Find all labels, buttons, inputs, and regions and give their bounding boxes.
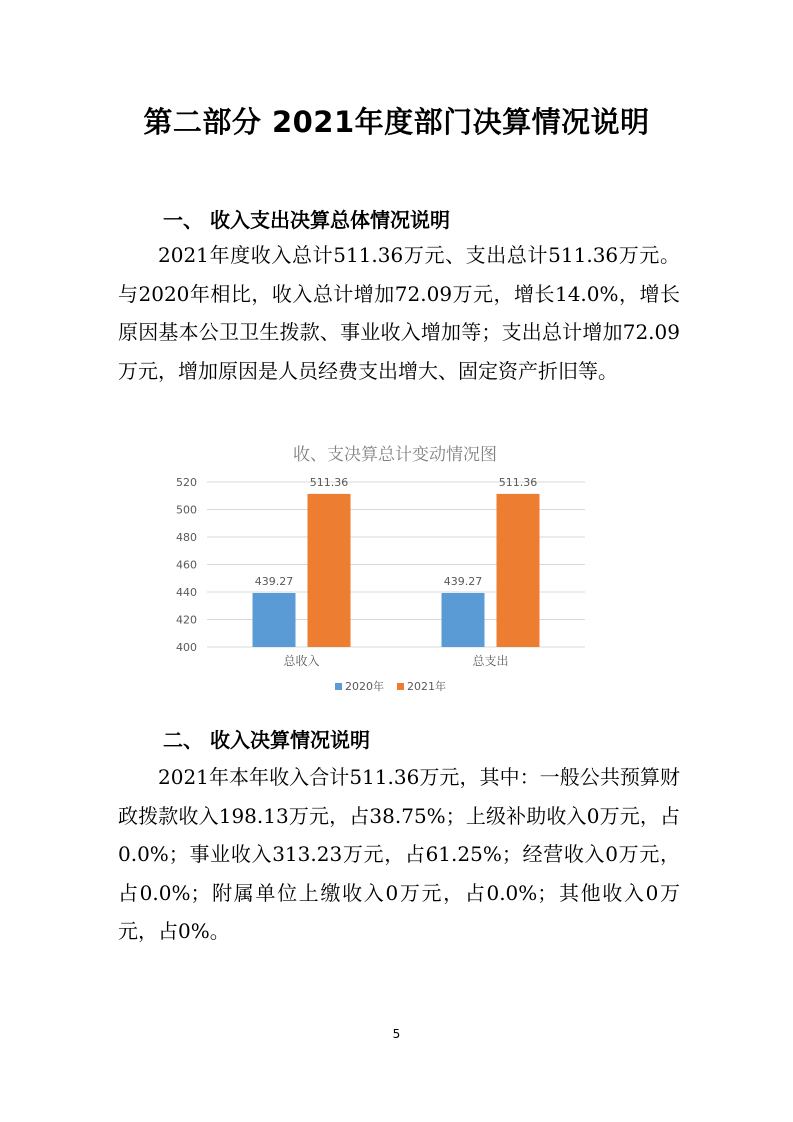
x-tick-label: 总收入 <box>283 654 320 668</box>
y-tick-label: 500 <box>176 503 197 517</box>
data-label: 511.36 <box>498 475 538 489</box>
bar <box>308 494 351 647</box>
data-label: 439.27 <box>254 575 294 589</box>
page-title: 第二部分 2021年度部门决算情况说明 <box>143 105 650 139</box>
y-tick-label: 400 <box>176 641 197 654</box>
y-tick-label: 460 <box>176 558 197 572</box>
page-number: 5 <box>392 1027 401 1041</box>
chart-title: 收、支决算总计变动情况图 <box>293 445 497 465</box>
y-tick-label: 420 <box>176 613 197 627</box>
legend-label: 2021年 <box>407 680 446 693</box>
revenue-expenditure-chart <box>165 436 625 706</box>
y-tick-label: 440 <box>176 586 197 599</box>
bar <box>253 593 296 647</box>
bar <box>442 593 485 647</box>
y-tick-label: 480 <box>176 531 197 544</box>
legend-swatch <box>335 683 342 690</box>
section-2-heading: 二、 收入决算情况说明 <box>163 728 370 752</box>
data-label: 439.27 <box>443 575 483 589</box>
y-tick-label: 520 <box>176 476 197 489</box>
section-1-paragraph: 2021年度收入总计511.36万元、支出总计511.36万元。与2020年相比，收入总计增加72.09万元，增长14.0%，增长原因基本公卫卫生拨款、事业收入增加等；支出总计增加72.09万元，增加原因是人员经费支出增大、固定资产折旧等。 <box>118 243 680 383</box>
data-label: 511.36 <box>309 475 349 489</box>
section-2-paragraph: 2021年本年收入合计511.36万元，其中：一般公共预算财政拨款收入198.13万元，占38.75%；上级补助收入0万元，占0.0%；事业收入313.23万元，占61.25%；经营收入0万元，占0.0%；附属单位上缴收入0万元，占0.0%；其他收入0万元，占0%。 <box>118 765 680 943</box>
section-1-heading: 一、 收入支出决算总体情况说明 <box>163 208 450 232</box>
legend-label: 2020年 <box>345 680 384 693</box>
x-tick-label: 总支出 <box>472 654 509 668</box>
legend-swatch <box>397 683 404 690</box>
bar <box>497 494 540 647</box>
chart-svg <box>165 436 625 706</box>
